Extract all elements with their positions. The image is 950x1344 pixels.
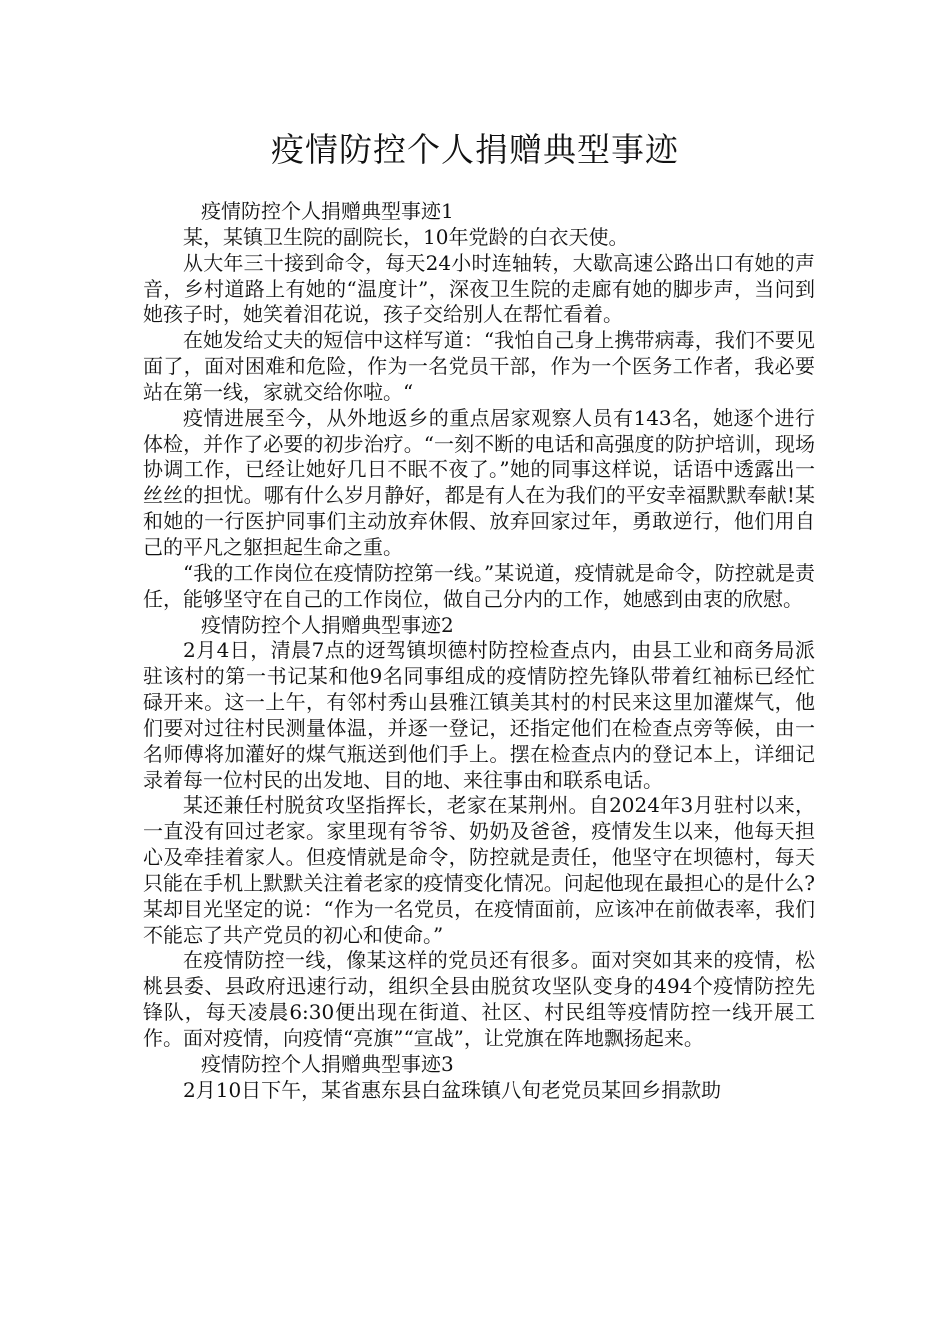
paragraph: 某，某镇卫生院的副院长，10年党龄的白衣天使。 [183, 224, 629, 249]
section-heading-2: 疫情防控个人捐赠典型事迹2 [201, 612, 454, 637]
paragraph: 在她发给丈夫的短信中这样写道：“我怕自己身上携带病毒，我们不要见面了，面对困难和危险，作为一名党员干部，作为一个医务工作者，我必要站在第一线，家就交给你啦。“ [143, 328, 815, 404]
paragraph: 疫情进展至今，从外地返乡的重点居家观察人员有143名，她逐个进行体检，并作了必要的初步治疗。“一刻不断的电话和高强度的防护培训，现场协调工作，已经让她好几日不眠不夜了。”她的同事这样说，话语中透露出一丝丝的担忧。哪有什么岁月静好，都是有人在为我们的平安幸福默默奉献!某和她的一行医护同事们主动放弃休假、放弃回家过年，勇敢逆行，他们用自己的平凡之躯担起生命之重。 [143, 405, 815, 559]
section-heading-1: 疫情防控个人捐赠典型事迹1 [201, 199, 454, 223]
section-heading-3: 疫情防控个人捐赠典型事迹3 [201, 1051, 454, 1076]
document-body [143, 199, 815, 1104]
paragraph: 2月10日下午，某省惠东县白盆珠镇八旬老党员某回乡捐款助 [183, 1077, 722, 1102]
document-title: 疫情防控个人捐赠典型事迹 [271, 130, 679, 169]
paragraph: 2月4日，清晨7点的迓驾镇坝德村防控检查点内，由县工业和商务局派驻该村的第一书记某和他9名同事组成的疫情防控先锋队带着红袖标已经忙碌开来。这一上午，有邻村秀山县雅江镇美其村的村民来这里加灌煤气，他们要对过往村民测量体温，并逐一登记，还指定他们在检查点旁等候，由一名师傅将加灌好的煤气瓶送到他们手上。摆在检查点内的登记本上，详细记录着每一位村民的出发地、目的地、来往事由和联系电话。 [143, 638, 815, 792]
paragraph: 从大年三十接到命令，每天24小时连轴转，大歇高速公路出口有她的声音，乡村道路上有她的“温度计”，深夜卫生院的走廊有她的脚步声，当问到她孩子时，她笑着泪花说，孩子交给别人在帮忙看着。 [143, 250, 815, 327]
paragraph: 在疫情防控一线，像某这样的党员还有很多。面对突如其来的疫情，松桃县委、县政府迅速行动，组织全县由脱贫攻坚队变身的494个疫情防控先锋队，每天凌晨6:30便出现在街道、社区、村民组等疫情防控一线开展工作。面对疫情，向疫情“亮旗”“宣战”，让党旗在阵地飘扬起来。 [143, 948, 815, 1050]
paragraph: “我的工作岗位在疫情防控第一线。”某说道，疫情就是命令，防控就是责任，能够坚守在自己的工作岗位，做自己分内的工作，她感到由衷的欣慰。 [143, 560, 815, 611]
paragraph: 某还兼任村脱贫攻坚指挥长，老家在某荆州。自2024年3月驻村以来，一直没有回过老家。家里现有爷爷、奶奶及爸爸，疫情发生以来，他每天担心及牵挂着家人。但疫情就是命令，防控就是责任，他坚守在坝德村，每天只能在手机上默默关注着老家的疫情变化情况。问起他现在最担心的是什么?某却目光坚定的说：“作为一名党员，在疫情面前，应该冲在前做表率，我们不能忘了共产党员的初心和使命。” [143, 793, 815, 947]
